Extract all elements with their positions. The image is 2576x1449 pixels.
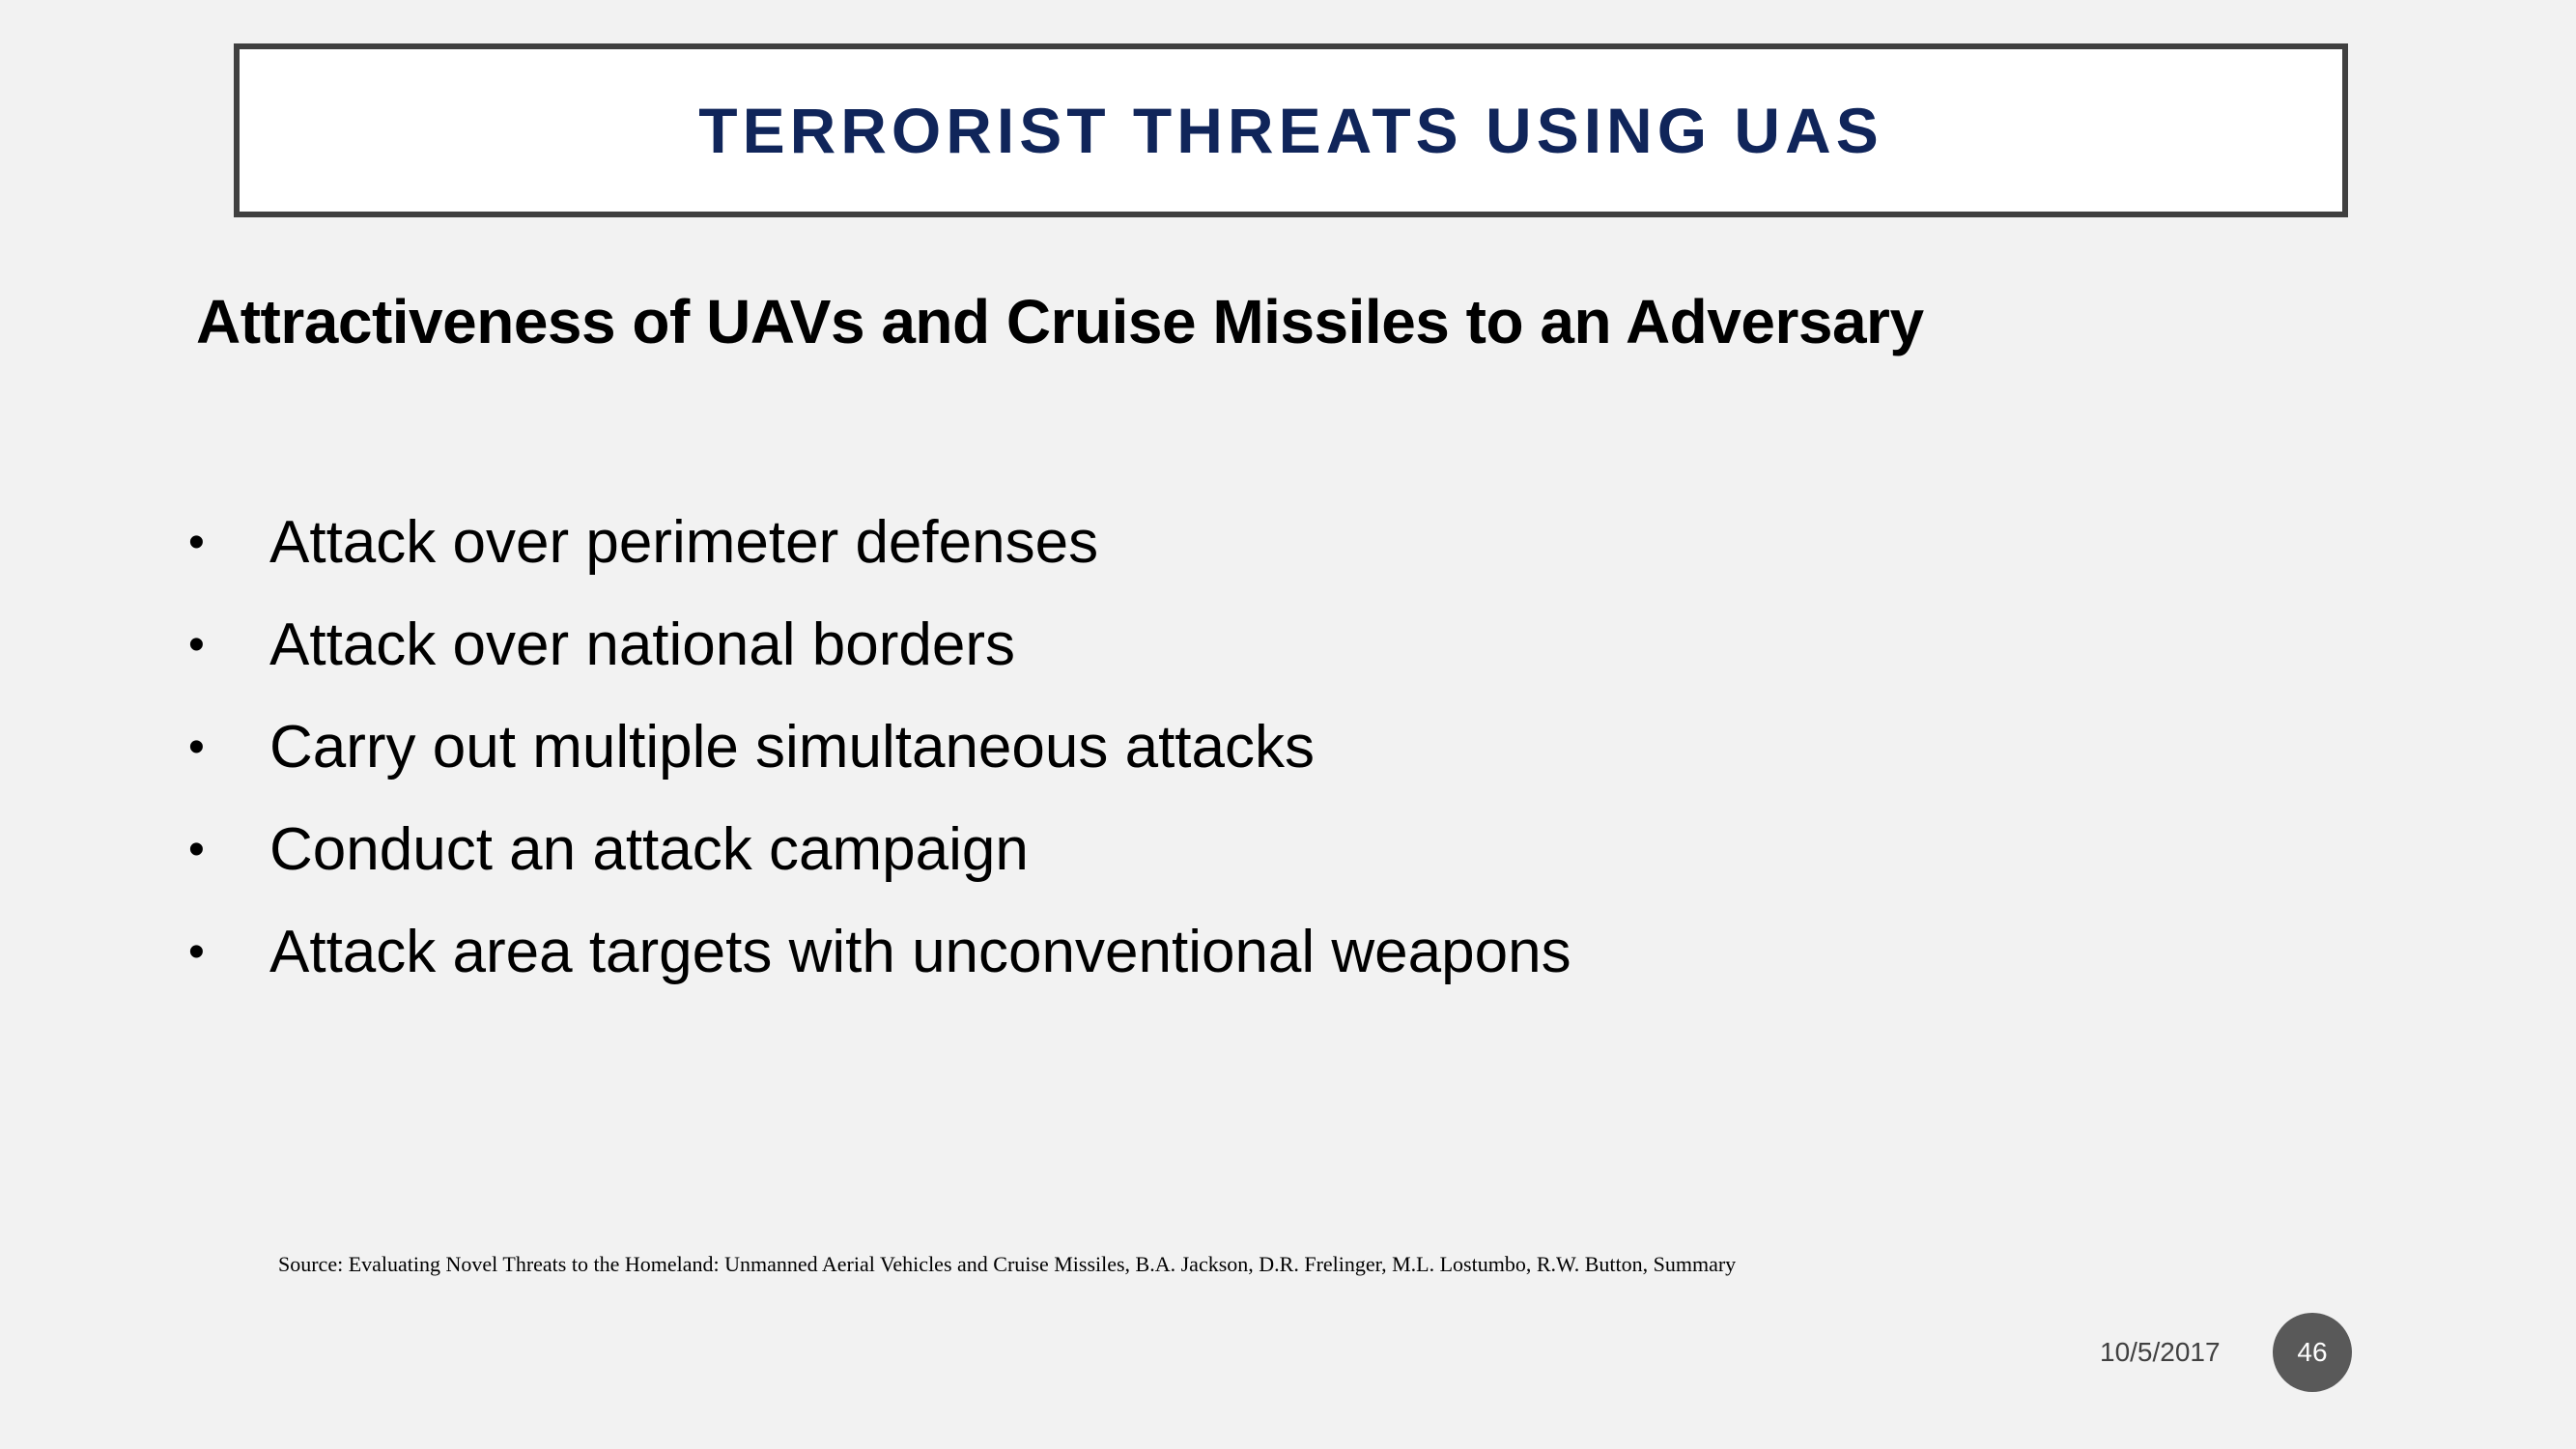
- bullet-text: Attack area targets with unconventional weapons: [269, 918, 1571, 985]
- bullet-item: [188, 593, 1571, 696]
- bullet-item: [188, 798, 1571, 900]
- bullet-icon: •: [188, 721, 205, 773]
- bullet-list: [188, 491, 1571, 1003]
- title-box: [234, 43, 2348, 217]
- footer-date: 10/5/2017: [2100, 1337, 2221, 1367]
- bullet-item: [188, 900, 1571, 1003]
- bullet-item: [188, 696, 1571, 798]
- bullet-item: [188, 491, 1571, 593]
- bullet-text: Attack over national borders: [269, 611, 1015, 678]
- bullet-text: Carry out multiple simultaneous attacks: [269, 713, 1316, 781]
- bullet-text: Conduct an attack campaign: [269, 815, 1029, 883]
- bullet-text: Attack over perimeter defenses: [269, 508, 1099, 576]
- slide-subtitle: Attractiveness of UAVs and Cruise Missiles to an Adversary: [196, 287, 1924, 356]
- source-citation: Source: Evaluating Novel Threats to the Homeland: Unmanned Aerial Vehicles and Cruise Missiles, B.A. Jackson, D.R. Frelinger, M.L. Lostumbo, R.W. Button, Summary: [278, 1252, 1737, 1276]
- bullet-icon: •: [188, 618, 205, 670]
- bullet-icon: •: [188, 823, 205, 875]
- bullet-icon: •: [188, 925, 205, 978]
- slide-title: TERRORIST THREATS USING UAS: [698, 95, 1883, 166]
- page-number: 46: [2297, 1337, 2328, 1367]
- bullet-icon: •: [188, 516, 205, 568]
- page-number-badge: [2273, 1313, 2352, 1392]
